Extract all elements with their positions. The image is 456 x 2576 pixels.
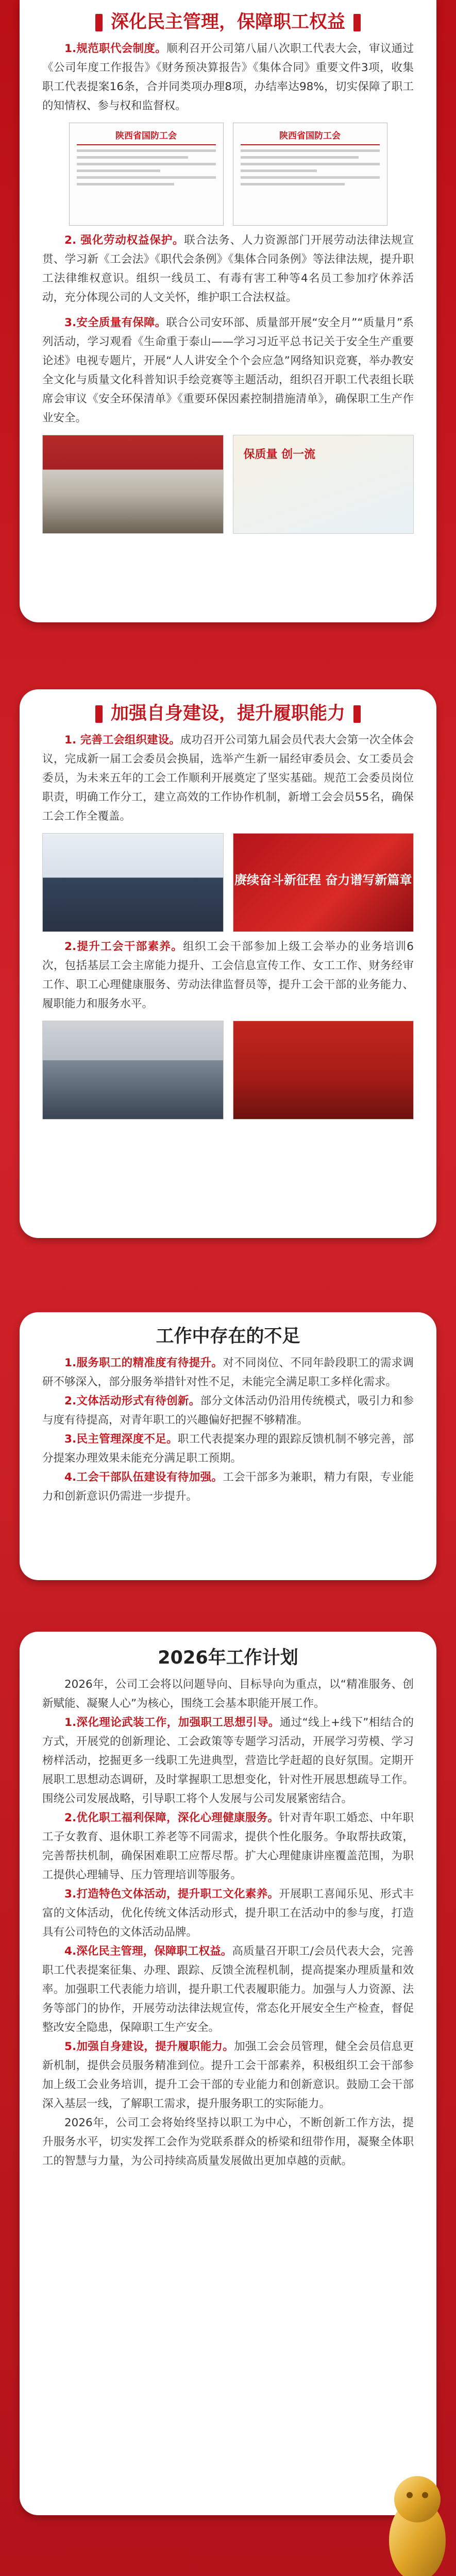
paragraph-heading: 3.民主管理深度不足。 [64, 1433, 178, 1446]
paragraph-body: 成功召开公司第九届会员代表大会第一次全体会议，完成新一届工会委员会换届，选举产生新一届经审委员会、女工委员会委员，为未来五年的工会工作顺利开展奠定了坚实基础。规范工会委员岗位职责，明确工作分工，建立高效的工作协作机制，新增工会会员55名，确保工会工作全覆盖。 [42, 734, 414, 823]
golden-lion-statue-icon [374, 2463, 451, 2576]
hand-drawing-image [233, 435, 414, 534]
paragraph-body: 高质量召开职工/会员代表大会，完善职工代表提案征集、办理、跟踪、反馈全流程机制，提高提案办理质量和效率。加强职工代表能力培训，提升职工代表履职能力。加强与人力资源、法务等部门的协作，开展劳动法律法规宣传，常态化开展安全生产检查，督促整改安全隐患，保障职工生产安全。 [42, 1945, 414, 2034]
card-democratic-management [20, 0, 436, 622]
paragraph [42, 1713, 414, 1808]
banner-caption: 赓续奋斗新征程 奋力谱写新篇章 [234, 873, 412, 887]
section-title [42, 0, 414, 39]
activity-images [42, 435, 414, 534]
paragraph-body: 组织工会干部参加上级工会举办的业务培训6次，包括基层工会主席能力提升、工会信息宣传工作、女工工作、财务经审工作、职工心理健康服务、劳动法律监督员等，提升工会干部的业务能力、履职能力和服务水平。 [42, 940, 414, 1010]
paragraph [42, 1468, 414, 1506]
paragraph-body: 开展职工喜闻乐见、形式丰富的文体活动，优化传统文体活动形式，提升职工在活动中的参与度，打造具有公司特色的文体活动品牌。 [42, 1888, 414, 1939]
section-title-text: 深化民主管理，保障职工权益 [110, 12, 345, 32]
paragraph-heading: 2.文体活动形式有待创新。 [64, 1395, 200, 1408]
paragraph-heading: 4.工会干部队伍建设有待加强。 [64, 1471, 223, 1484]
congress-banner-photo [233, 833, 414, 932]
paragraph-heading: 4.深化民主管理，保障职工权益。 [64, 1945, 232, 1958]
paragraph [42, 731, 414, 826]
title-bar-icon [353, 14, 361, 31]
safety-meeting-photo [42, 435, 224, 534]
document-image [233, 123, 387, 226]
drawing-caption: 保质量 创一流 [243, 448, 316, 461]
paragraph-body: 通过“线上+线下”相结合的方式，开展党的创新理论、工会政策等专题学习活动，开展学习劳模、学习榜样活动，挖掘更多一线职工先进典型，营造比学赶超的良好氛围。定期开展职工思想动态调研，及时掌握职工思想变化，针对性开展思想疏导工作。围绕公司发展战略，引导职工将个人发展与公司发展紧密结合。 [42, 1716, 414, 1805]
congress-images [42, 833, 414, 932]
title-bar-icon [95, 705, 103, 723]
paragraph-body: 顺利召开公司第八届八次职工代表大会，审议通过《公司年度工作报告》《财务预决算报告》《集体合同》重要文件3项，收集职工代表提案16条，合并同类项办理8项，办结率达98%，切实保障了职工的知情权、参与权和监督权。 [42, 42, 414, 112]
paragraph [42, 937, 414, 1013]
conference-photo [233, 1021, 414, 1120]
section-title [42, 689, 414, 731]
paragraph-heading: 2.优化职工福利保障，深化心理健康服务。 [64, 1811, 279, 1824]
section-title [42, 1312, 414, 1353]
title-bar-icon [95, 14, 103, 31]
paragraph-body: 加强工会会员管理，健全会员信息更新机制，提供会员服务精准到位。提升工会干部素养，积极组织工会干部参加上级工会业务培训，提升工会干部的专业能力和创新意识。鼓励工会干部深入基层一线，了解职工需求，提升服务职工的实际能力。 [42, 2040, 414, 2110]
paragraph-body: 工会干部多为兼职，精力有限，专业能力和创新意识仍需进一步提升。 [42, 1471, 414, 1503]
paragraph [42, 1942, 414, 2037]
card-work-plan [20, 1632, 436, 2515]
paragraph-heading: 5.加强自身建设，提升履职能力。 [64, 2040, 234, 2053]
closing-paragraph: 2026年，公司工会将始终坚持以职工为中心，不断创新工作方法，提升服务水平，切实发挥工会作为党联系群众的桥梁和纽带作用，凝聚全体职工的智慧与力量，为公司持续高质量发展做出更加卓越的贡献。 [42, 2116, 414, 2167]
paragraph-heading: 1.规范职代会制度。 [64, 42, 167, 55]
paragraph-body: 职工代表提案办理的跟踪反馈机制不够完善，部分提案办理效果未能充分满足职工预期。 [42, 1433, 414, 1465]
paragraph [42, 1885, 414, 1942]
paragraph-heading: 3.安全质量有保障。 [64, 316, 166, 329]
paragraph [42, 2037, 414, 2113]
document-images [42, 123, 414, 226]
paragraph-body: 联合法务、人力资源部门开展劳动法律法规宣贯、学习新《工会法》《职代会条例》《集体合同条例》等法律法规，提升职工法律维权意识。组织一线员工、有毒有害工种等4名员工参加疗休养活动，充分体现公司的人文关怀，维护职工合法权益。 [42, 234, 414, 304]
title-bar-icon [353, 705, 361, 723]
paragraph [42, 1430, 414, 1468]
document-header: 陕西省国防工会 [241, 128, 380, 145]
paragraph [42, 1392, 414, 1430]
paragraph [42, 313, 414, 428]
section-title-text: 2026年工作计划 [158, 1648, 298, 1668]
paragraph-heading: 1. 完善工会组织建设。 [64, 734, 180, 747]
document-header: 陕西省国防工会 [77, 128, 216, 145]
paragraph [42, 1353, 414, 1392]
paragraph [42, 231, 414, 307]
training-images [42, 1021, 414, 1120]
intro-paragraph: 2026年，公司工会将以问题导向、目标导向为重点，以“精准服务、创新赋能、凝聚人心”为核心，围绕工会基本职能开展工作。 [42, 1678, 414, 1710]
paragraph-heading: 2.提升工会干部素养。 [64, 940, 183, 953]
card-self-building [20, 689, 436, 1238]
paragraph [42, 1808, 414, 1885]
paragraph-body: 部分文体活动仍沿用传统模式，吸引力和参与度有待提高，对青年职工的兴趣偏好把握不够精准。 [42, 1395, 414, 1427]
paragraph-body: 对不同岗位、不同年龄段职工的需求调研不够深入，部分服务举措针对性不足，未能完全满足职工多样化需求。 [42, 1357, 414, 1388]
paragraph-body: 联合公司安环部、质量部开展“安全月”“质量月”系列活动，学习观看《生命重于泰山——学习习近平总书记关于安全生产重要论述》电视专题片，开展“人人讲安全个个会应急”网络知识竞赛，举办教安全文化与质量文化科普知识手绘竞赛等主题活动，组织召开职工代表组长联席会审议《安全环保清单》《重要环保因素控制措施清单》，确保职工生产作业安全。 [42, 316, 414, 425]
document-image [69, 123, 224, 226]
card-shortcomings [20, 1312, 436, 1580]
paragraph-heading: 1.深化理论武装工作，加强职工思想引导。 [64, 1716, 280, 1729]
paragraph [42, 39, 414, 115]
section-title-text: 加强自身建设，提升履职能力 [110, 703, 345, 724]
group-photo [42, 833, 224, 932]
paragraph-heading: 2. 强化劳动权益保护。 [64, 234, 184, 247]
section-title [42, 1632, 414, 1675]
paragraph-heading: 1.服务职工的精准度有待提升。 [64, 1357, 223, 1369]
section-title-text: 工作中存在的不足 [156, 1326, 300, 1347]
paragraph-heading: 3.打造特色文体活动，提升职工文化素养。 [64, 1888, 279, 1901]
paragraph-body: 针对青年职工婚恋、中年职工子女教育、退休职工养老等不同需求，提供个性化服务。争取帮扶政策，完善帮扶机制，确保困难职工应帮尽帮。扩大心理健康讲座覆盖范围，为职工提供心理辅导、压力管理培训等服务。 [42, 1811, 414, 1882]
training-photo [42, 1021, 224, 1120]
